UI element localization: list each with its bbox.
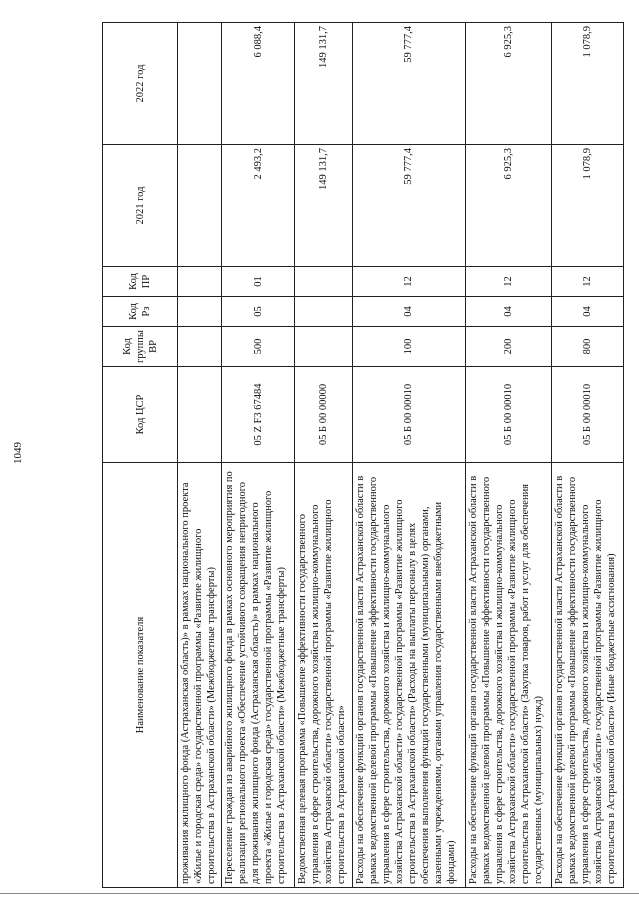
row-csr: 05 Z F3 67484 (222, 367, 294, 463)
table-row (551, 23, 623, 888)
table-row (222, 23, 294, 888)
row-rz: 04 (466, 297, 552, 327)
row-2021: 2 493,2 (222, 145, 294, 267)
header-csr: Код ЦСР (103, 367, 178, 463)
row-rz (294, 297, 352, 327)
table-row (352, 23, 465, 888)
table-row (466, 23, 552, 888)
row-rz: 04 (352, 297, 465, 327)
header-vr: Код группы ВР (103, 327, 178, 367)
header-pr: Код ПР (103, 267, 178, 297)
row-rz: 04 (551, 297, 623, 327)
bottom-rule (0, 893, 639, 894)
row-2022: 59 777,4 (352, 23, 465, 145)
row-vr: 500 (222, 327, 294, 367)
header-name: Наименование показателя (103, 463, 178, 888)
row-2021 (178, 145, 222, 267)
row-2022: 1 078,9 (551, 23, 623, 145)
row-2021: 6 925,3 (466, 145, 552, 267)
row-name: Ведомственная целевая программа «Повышение эффективности государственного управления в сфере строительства, дорожного хозяйства и жилищно-коммунального хозяйства Астраханской области» государственной программы «Развитие жилищного строительства в Астраханской области» (294, 463, 352, 888)
row-csr: 05 Б 00 00010 (352, 367, 465, 463)
row-pr: 12 (352, 267, 465, 297)
header-rz: Код Рз (103, 297, 178, 327)
row-2021: 1 078,9 (551, 145, 623, 267)
header-row (103, 23, 178, 888)
rotated-page (102, 23, 624, 888)
row-pr (178, 267, 222, 297)
row-pr: 12 (551, 267, 623, 297)
row-2022: 149 131,7 (294, 23, 352, 145)
row-rz: 05 (222, 297, 294, 327)
row-csr: 05 Б 00 00010 (466, 367, 552, 463)
row-csr (178, 367, 222, 463)
row-2021: 59 777,4 (352, 145, 465, 267)
row-2022: 6 925,3 (466, 23, 552, 145)
row-name: Расходы на обеспечение функций органов государственной власти Астраханской области в рамках ведомственной целевой программы «Повышение эффективности государственного управления в сфере строительства, дорожного хозяйства и жилищно-коммунального хозяйства Астраханской области» государственной программы «Развитие жилищного строительства в Астраханской области» (Закупка товаров, работ и услуг для обеспечения государственных (муниципальных) нужд) (466, 463, 552, 888)
row-csr: 05 Б 00 00010 (551, 367, 623, 463)
row-pr: 12 (466, 267, 552, 297)
row-name: проживания жилищного фонда (Астраханская область)» в рамках национального проекта «Жилье и городская среда» государственной программы «Развитие жилищного строительства в Астраханской области» (Межбюджетные трансферты) (178, 463, 222, 888)
row-vr: 200 (466, 327, 552, 367)
row-2022: 6 088,4 (222, 23, 294, 145)
row-vr (178, 327, 222, 367)
row-vr: 100 (352, 327, 465, 367)
row-vr (294, 327, 352, 367)
row-name: Расходы на обеспечение функций органов государственной власти Астраханской области в рамках ведомственной целевой программы «Повышение эффективности государственного управления в сфере строительства, дорожного хозяйства и жилищно-коммунального хозяйства Астраханской области» государственной программы «Развитие жилищного строительства в Астраханской области» (Иные бюджетные ассигнования) (551, 463, 623, 888)
row-rz (178, 297, 222, 327)
header-2021: 2021 год (103, 145, 178, 267)
table-row (294, 23, 352, 888)
row-vr: 800 (551, 327, 623, 367)
row-name: Расходы на обеспечение функций органов государственной власти Астраханской области в рамках ведомственной целевой программы «Повышение эффективности государственного управления в сфере строительства, дорожного хозяйства и жилищно-коммунального хозяйства Астраханской области» государственной программы «Развитие жилищного строительства в Астраханской области» (Расходы на выплаты персоналу в целях обеспечения выполнения функций государственными (муниципальными) органами, казенными учреждениями, органами управления государственными внебюджетными фондами) (352, 463, 465, 888)
header-2022: 2022 год (103, 23, 178, 145)
page-number: 1049 (12, 442, 24, 464)
row-csr: 05 Б 00 00000 (294, 367, 352, 463)
row-2021: 149 131,7 (294, 145, 352, 267)
row-pr: 01 (222, 267, 294, 297)
row-pr (294, 267, 352, 297)
table-row (178, 23, 222, 888)
row-name: Переселение граждан из аварийного жилищного фонда в рамках основного мероприятия по реализации регионального проекта «Обеспечение устойчивого сокращения непригодного для проживания жилищного фонда (Астраханская область)» в рамках национального проекта «Жилье и городская среда» государственной программы «Развитие жилищного строительства в Астраханской области» (Межбюджетные трансферты) (222, 463, 294, 888)
row-2022 (178, 23, 222, 145)
budget-table (102, 22, 624, 888)
